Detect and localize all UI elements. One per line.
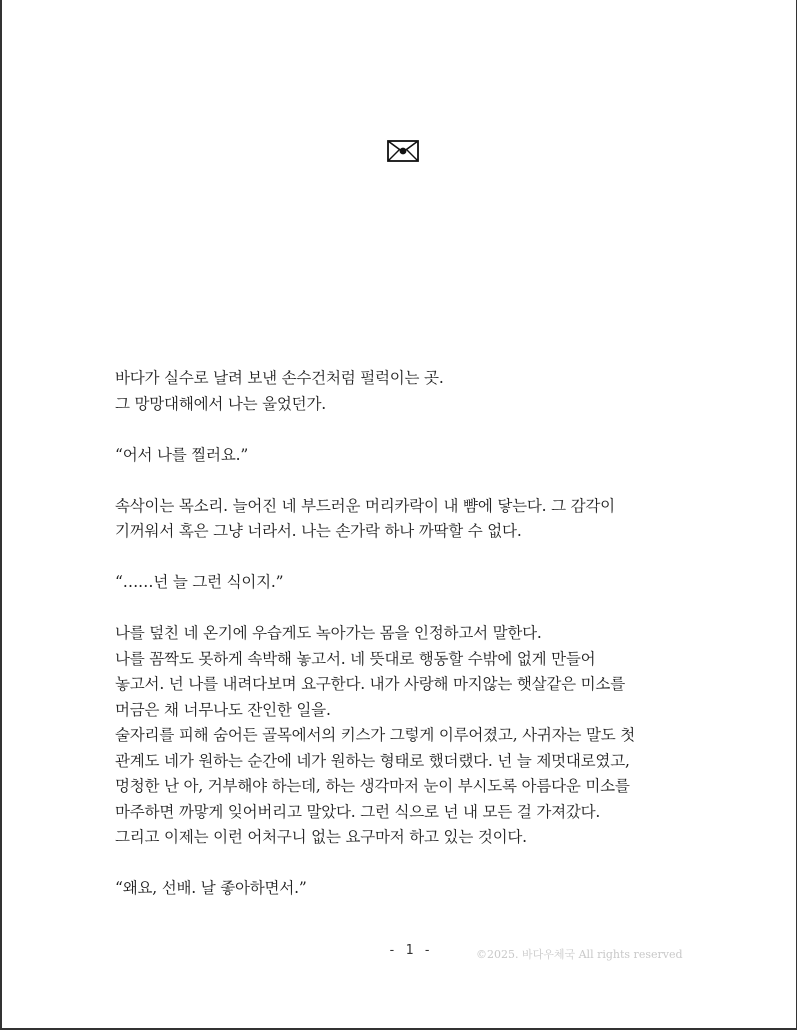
copyright-notice: ©2025. 바다우체국 All rights reserved — [476, 948, 683, 961]
text-line: 속삭이는 목소리. 늘어진 네 부드러운 머리카락이 내 뺨에 닿는다. 그 감각이 — [115, 496, 615, 515]
envelope-icon — [387, 140, 419, 162]
dialogue-line: “어서 나를 찔러요.” — [115, 445, 249, 464]
page-number: - 1 - — [388, 943, 433, 958]
dialogue-line: “왜요, 선배. 날 좋아하면서.” — [115, 879, 307, 897]
paragraph-6 — [115, 876, 705, 902]
dialogue-line: “……넌 늘 그런 식이지.” — [115, 573, 284, 591]
paragraph-4 — [115, 570, 705, 596]
text-line: 기꺼워서 혹은 그냥 너라서. 나는 손가락 하나 까딱할 수 없다. — [115, 522, 522, 540]
text-line: 마주하면 까맣게 잊어버리고 말았다. 그런 식으로 넌 내 모든 걸 가져갔다. — [115, 802, 601, 821]
text-line: 나를 꼼짝도 못하게 속박해 놓고서. 네 뜻대로 행동할 수밖에 없게 만들어 — [115, 649, 596, 668]
text-line: 놓고서. 넌 나를 내려다보며 요구한다. 내가 사랑해 마지않는 햇살같은 미소를 — [115, 675, 625, 693]
text-line: 바다가 실수로 날려 보낸 손수건처럼 펄럭이는 곳. — [115, 369, 444, 387]
text-line: 나를 덮친 네 온기에 우습게도 녹아가는 몸을 인정하고서 말한다. — [115, 624, 542, 642]
story-body — [115, 366, 705, 902]
text-line: 머금은 채 너무나도 잔인한 일을. — [115, 700, 331, 719]
text-line: 관계도 네가 원하는 순간에 네가 원하는 형태로 했더랬다. 넌 늘 제멋대로였고, — [115, 751, 630, 770]
paragraph-2 — [115, 443, 705, 469]
text-line: 술자리를 피해 숨어든 골목에서의 키스가 그렇게 이루어졌고, 사귀자는 말도 첫 — [115, 726, 636, 744]
paragraph-1 — [115, 366, 705, 417]
paragraph-3 — [115, 494, 705, 545]
paragraph-5 — [115, 621, 705, 851]
text-line: 그 망망대해에서 나는 울었던가. — [115, 394, 326, 413]
text-line: 그리고 이제는 이런 어처구니 없는 요구마저 하고 있는 것이다. — [115, 828, 527, 846]
text-line: 멍청한 난 아, 거부해야 하는데, 하는 생각마저 눈이 부시도록 아름다운 미소를 — [115, 777, 630, 795]
